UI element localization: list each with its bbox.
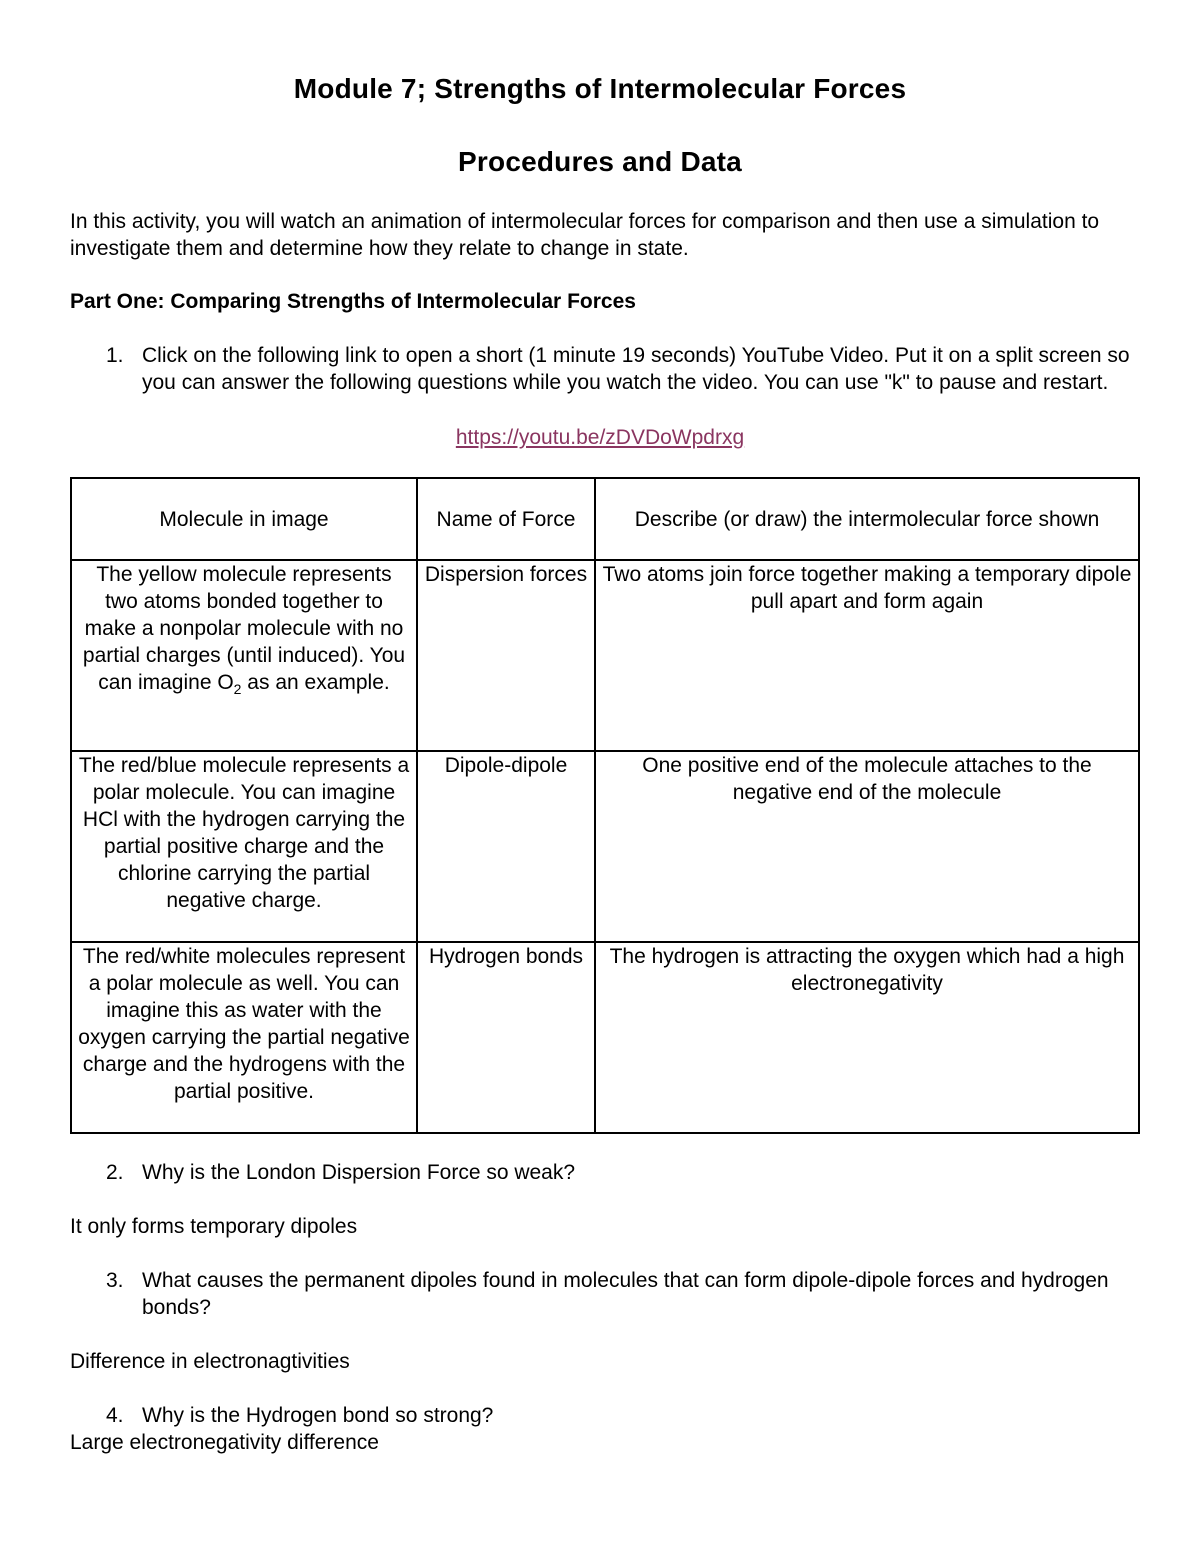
cell-force: Hydrogen bonds — [417, 942, 595, 1133]
question-text: What causes the permanent dipoles found in molecules that can form dipole-dipole forces and hydrogen bonds? — [142, 1269, 1109, 1319]
question-text: Why is the London Dispersion Force so weak? — [142, 1161, 576, 1184]
answer-3: Difference in electronagtivities — [70, 1350, 350, 1373]
header-description: Describe (or draw) the intermolecular force shown — [595, 478, 1139, 560]
cell-molecule — [71, 560, 417, 751]
question-number: 1. — [106, 344, 124, 367]
cell-force: Dipole-dipole — [417, 751, 595, 942]
video-link-row — [0, 424, 1200, 451]
section-title: Procedures and Data — [458, 146, 742, 177]
cell-molecule-text: The yellow molecule represents two atoms bonded together to make a nonpolar molecule with no partial charges (until induced). You can imagine O — [82, 563, 406, 694]
intro-paragraph: In this activity, you will watch an animation of intermolecular forces for comparison and then use a simulation to investigate them and determine how they relate to change in state. — [70, 210, 1100, 260]
cell-molecule: The red/blue molecule represents a polar molecule. You can imagine HCl with the hydrogen carrying the partial positive charge and the chlorine carrying the partial negative charge. — [71, 751, 417, 942]
question-number: 2. — [106, 1161, 124, 1184]
cell-description: One positive end of the molecule attaches to the negative end of the molecule — [595, 751, 1139, 942]
forces-table — [70, 477, 1140, 1134]
cell-molecule-text-end: as an example. — [241, 671, 390, 694]
table-row — [71, 942, 1139, 1133]
question-text: Why is the Hydrogen bond so strong? — [142, 1404, 494, 1427]
subscript-2: 2 — [233, 681, 242, 698]
table-header-row — [71, 478, 1139, 560]
question-number: 3. — [106, 1269, 124, 1292]
cell-molecule: The red/white molecules represent a polar molecule as well. You can imagine this as water with the oxygen carrying the partial negative charge and the hydrogens with the partial positive. — [71, 942, 417, 1133]
cell-force: Dispersion forces — [417, 560, 595, 751]
header-molecule: Molecule in image — [71, 478, 417, 560]
cell-description: Two atoms join force together making a temporary dipole pull apart and form again — [595, 560, 1139, 751]
answer-4: Large electronegativity difference — [70, 1431, 379, 1454]
answer-2: It only forms temporary dipoles — [70, 1215, 358, 1238]
table-row — [71, 560, 1139, 751]
question-text: Click on the following link to open a short (1 minute 19 seconds) YouTube Video. Put it on a split screen so you can answer the following questions while you watch the video. You can use "k" to pause and restart. — [142, 344, 1130, 394]
question-number: 4. — [106, 1404, 124, 1427]
cell-description: The hydrogen is attracting the oxygen which had a high electronegativity — [595, 942, 1139, 1133]
table-row — [71, 751, 1139, 942]
page-title: Module 7; Strengths of Intermolecular Forces — [293, 73, 907, 104]
youtube-link[interactable]: https://youtu.be/zDVDoWpdrxg — [455, 426, 745, 449]
header-force-name: Name of Force — [417, 478, 595, 560]
part-heading: Part One: Comparing Strengths of Intermolecular Forces — [70, 290, 636, 313]
